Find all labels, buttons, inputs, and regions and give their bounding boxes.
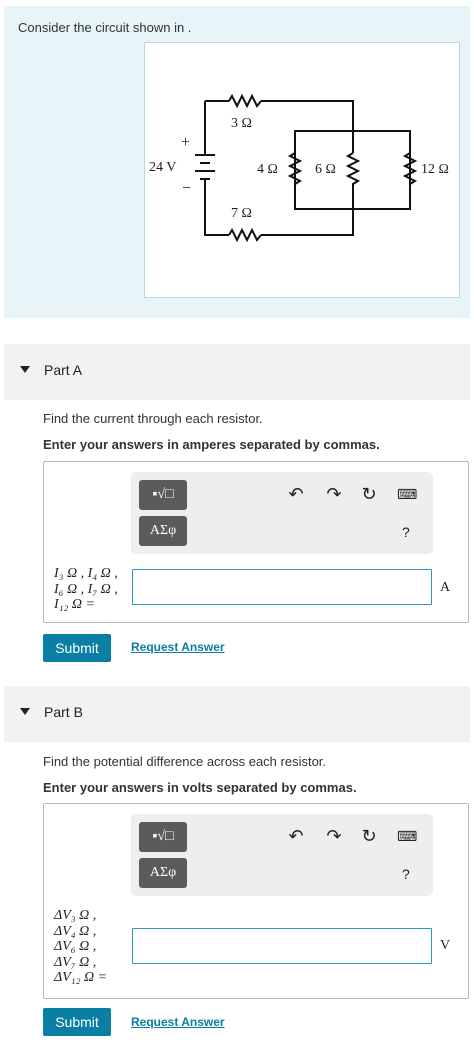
label-line: ΔV₇ Ω , [54, 954, 97, 970]
part-a-math-toolbar [131, 472, 433, 554]
part-a-variable-labels [54, 566, 118, 613]
reset-icon[interactable]: ↻ [361, 484, 377, 505]
help-icon[interactable]: ? [402, 866, 410, 882]
greek-symbols-button[interactable]: ΑΣφ [139, 516, 187, 546]
circuit-diagram [145, 43, 461, 299]
label-line: ΔV₆ Ω , [54, 939, 97, 954]
part-b-instruction: Enter your answers in volts separated by commas. [43, 780, 357, 795]
part-b-header[interactable] [4, 686, 470, 742]
battery-minus: − [182, 180, 192, 197]
part-b-answer-input[interactable] [132, 928, 432, 964]
keyboard-icon[interactable]: ⌨ [397, 487, 418, 503]
resistor-6 [348, 153, 358, 187]
intro-text: Consider the circuit shown in . [18, 20, 192, 35]
part-b-answer-box [43, 803, 469, 999]
part-b-variable-labels [54, 908, 107, 986]
part-a-unit: A [440, 580, 451, 595]
undo-icon[interactable]: ↶ [288, 484, 304, 505]
keyboard-icon[interactable]: ⌨ [397, 829, 418, 845]
redo-icon[interactable]: ↷ [326, 826, 342, 847]
part-a-instruction: Enter your answers in amperes separated by commas. [43, 437, 380, 452]
collapse-caret-icon[interactable] [20, 366, 30, 373]
label-line: ΔV₁₂ Ω = [54, 970, 108, 985]
label-line: ΔV₃ Ω , [54, 908, 97, 923]
reset-icon[interactable]: ↻ [361, 826, 377, 847]
r6-label: 6 Ω [315, 162, 336, 177]
wire-left-bottom [205, 185, 229, 235]
part-b-request-answer-link[interactable]: Request Answer [131, 1015, 225, 1029]
r4-label: 4 Ω [257, 162, 278, 177]
help-icon[interactable]: ? [402, 524, 410, 540]
part-a-submit-button[interactable]: Submit [43, 634, 111, 662]
part-b-title: Part B [44, 704, 83, 720]
resistor-3 [229, 96, 261, 106]
part-a-request-answer-link[interactable]: Request Answer [131, 640, 225, 654]
label-line: I₁₂ Ω = [54, 597, 95, 612]
part-a-answer-input[interactable] [132, 569, 432, 605]
part-b-submit-button[interactable]: Submit [43, 1008, 111, 1036]
part-a-question: Find the current through each resistor. [43, 411, 263, 426]
part-a-header[interactable] [4, 344, 470, 400]
part-b-unit: V [440, 938, 451, 953]
r3-label: 3 Ω [231, 116, 252, 131]
part-b-math-toolbar [131, 814, 433, 896]
battery [195, 155, 215, 185]
label-line: I₆ Ω , I₇ Ω , [54, 581, 118, 597]
collapse-caret-icon[interactable] [20, 708, 30, 715]
greek-symbols-button[interactable]: ΑΣφ [139, 858, 187, 888]
redo-icon[interactable]: ↷ [326, 484, 342, 505]
resistor-7 [229, 230, 261, 240]
r7-label: 7 Ω [231, 206, 252, 221]
part-b-question: Find the potential difference across each resistor. [43, 754, 327, 769]
part-a-answer-box [43, 461, 469, 623]
r12-label: 12 Ω [421, 162, 449, 177]
templates-button[interactable]: ▪√□ [139, 480, 187, 510]
label-line: ΔV₄ Ω , [54, 923, 97, 939]
part-a-title: Part A [44, 362, 83, 378]
templates-button[interactable]: ▪√□ [139, 822, 187, 852]
wire-top-right [261, 101, 353, 131]
circuit-figure [144, 42, 460, 298]
battery-label: 24 V [149, 160, 177, 175]
label-line: I₃ Ω , I₄ Ω , [54, 566, 118, 581]
wire-bottom-right [261, 209, 353, 235]
problem-intro [4, 6, 470, 318]
battery-plus: + [181, 134, 191, 151]
undo-icon[interactable]: ↶ [288, 826, 304, 847]
